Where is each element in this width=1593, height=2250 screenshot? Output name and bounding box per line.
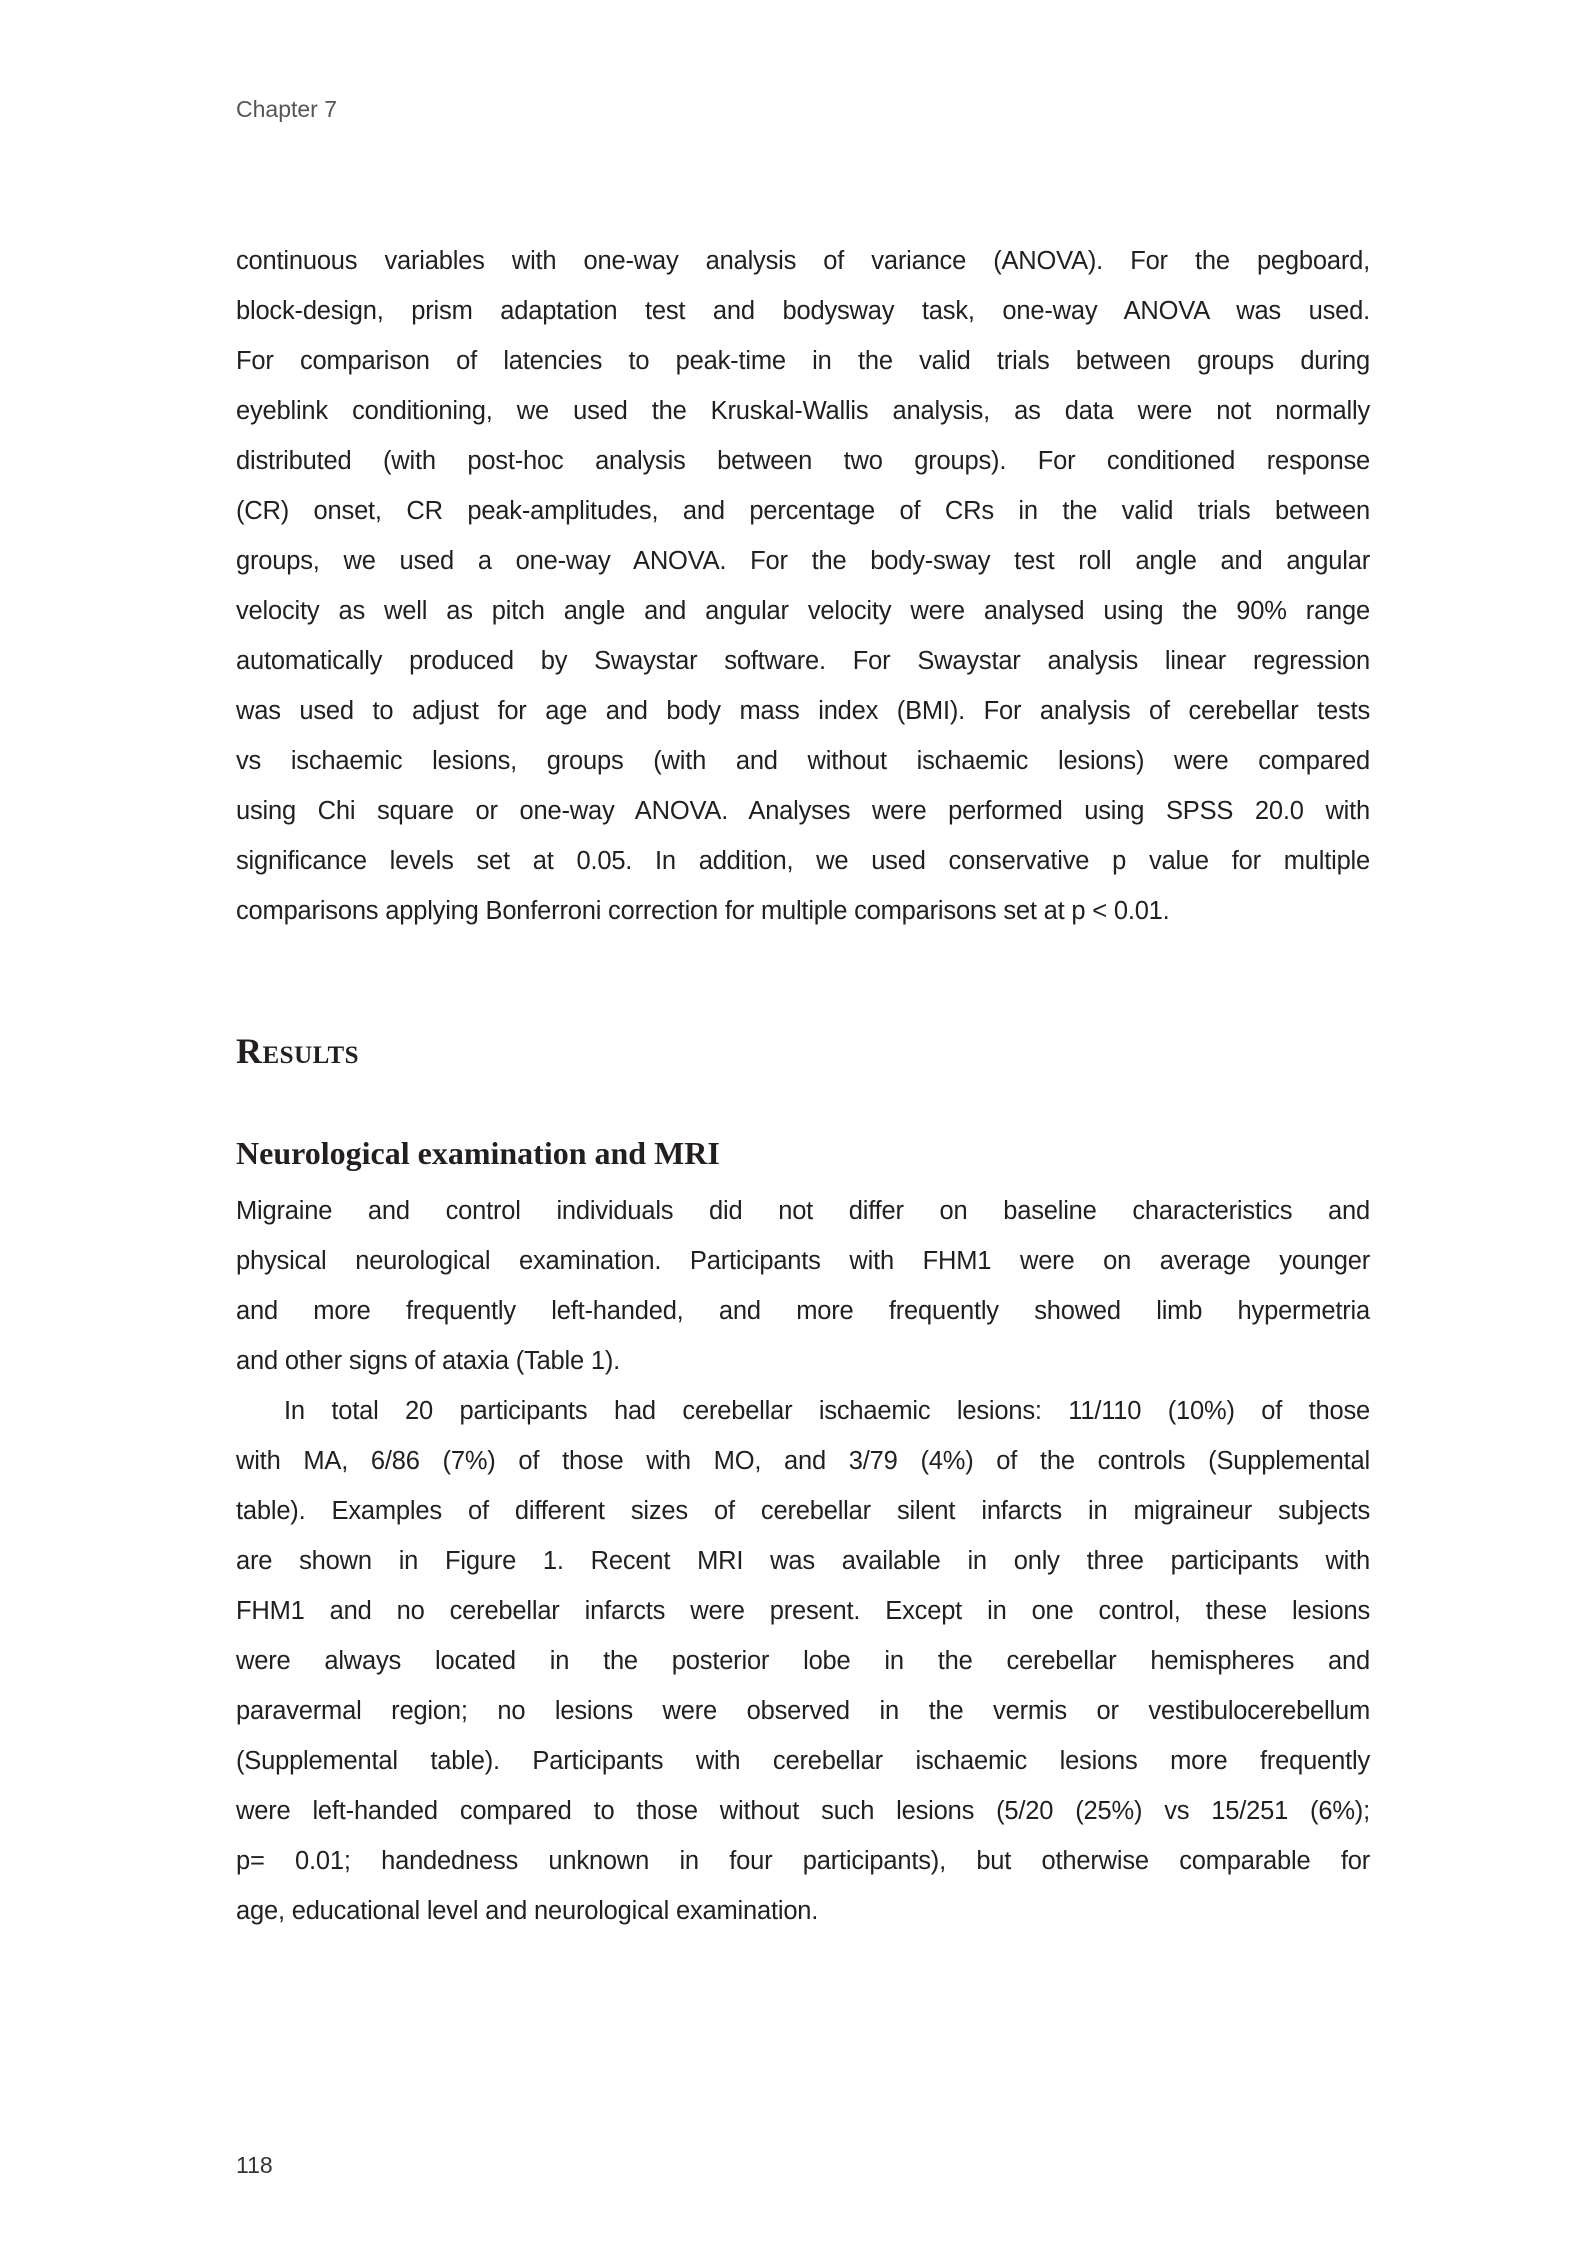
text-line: distributed (with post-hoc analysis between two groups). For conditioned response (236, 447, 1370, 475)
text-line: significance levels set at 0.05. In addition, we used conservative p value for multiple (236, 847, 1370, 875)
text-line: p= 0.01; handedness unknown in four participants), but otherwise comparable for (236, 1847, 1370, 1875)
text-line: automatically produced by Swaystar software. For Swaystar analysis linear regression (236, 647, 1370, 675)
text-line: FHM1 and no cerebellar infarcts were present. Except in one control, these lesions (236, 1597, 1370, 1625)
text-line: (Supplemental table). Participants with cerebellar ischaemic lesions more frequently (236, 1747, 1370, 1775)
text-line: comparisons applying Bonferroni correction for multiple comparisons set at p < 0.01. (236, 897, 1170, 925)
text-line: vs ischaemic lesions, groups (with and without ischaemic lesions) were compared (236, 747, 1370, 775)
text-line: table). Examples of different sizes of cerebellar silent infarcts in migraineur subjects (236, 1497, 1370, 1525)
text-line: physical neurological examination. Participants with FHM1 were on average younger (236, 1247, 1370, 1275)
text-line: were always located in the posterior lobe in the cerebellar hemispheres and (236, 1647, 1370, 1675)
text-line: using Chi square or one-way ANOVA. Analyses were performed using SPSS 20.0 with (236, 797, 1370, 825)
text-line: eyeblink conditioning, we used the Kruskal-Wallis analysis, as data were not normally (236, 397, 1370, 425)
text-line: was used to adjust for age and body mass index (BMI). For analysis of cerebellar tests (236, 697, 1370, 725)
text-line: paravermal region; no lesions were observed in the vermis or vestibulocerebellum (236, 1697, 1370, 1725)
subsection-heading: Neurological examination and MRI (236, 1135, 720, 1171)
running-head: Chapter 7 (236, 96, 338, 122)
text-line: and more frequently left-handed, and more frequently showed limb hypermetria (236, 1297, 1370, 1325)
text-line: Migraine and control individuals did not differ on baseline characteristics and (236, 1197, 1370, 1225)
text-line: and other signs of ataxia (Table 1). (236, 1347, 621, 1375)
text-line: are shown in Figure 1. Recent MRI was available in only three participants with (236, 1547, 1370, 1575)
text-line: continuous variables with one-way analysis of variance (ANOVA). For the pegboard, (236, 247, 1370, 275)
text-line: In total 20 participants had cerebellar ischaemic lesions: 11/110 (10%) of those (284, 1397, 1370, 1425)
text-line: with MA, 6/86 (7%) of those with MO, and 3/79 (4%) of the controls (Supplemental (236, 1447, 1370, 1475)
text-line: (CR) onset, CR peak-amplitudes, and percentage of CRs in the valid trials between (236, 497, 1370, 525)
text-line: For comparison of latencies to peak-time in the valid trials between groups during (236, 347, 1370, 375)
text-line: velocity as well as pitch angle and angular velocity were analysed using the 90% range (236, 597, 1370, 625)
section-heading-results: Results (236, 1031, 360, 1071)
text-line: were left-handed compared to those without such lesions (5/20 (25%) vs 15/251 (6%); (236, 1797, 1370, 1825)
text-line: groups, we used a one-way ANOVA. For the body-sway test roll angle and angular (236, 547, 1370, 575)
text-line: block-design, prism adaptation test and bodysway task, one-way ANOVA was used. (236, 297, 1370, 325)
methods-paragraph (236, 236, 1370, 936)
results-paragraph-2 (236, 1386, 1370, 1936)
text-line: age, educational level and neurological examination. (236, 1897, 819, 1925)
page-number: 118 (236, 2152, 273, 2178)
results-paragraph-1 (236, 1186, 1370, 1386)
